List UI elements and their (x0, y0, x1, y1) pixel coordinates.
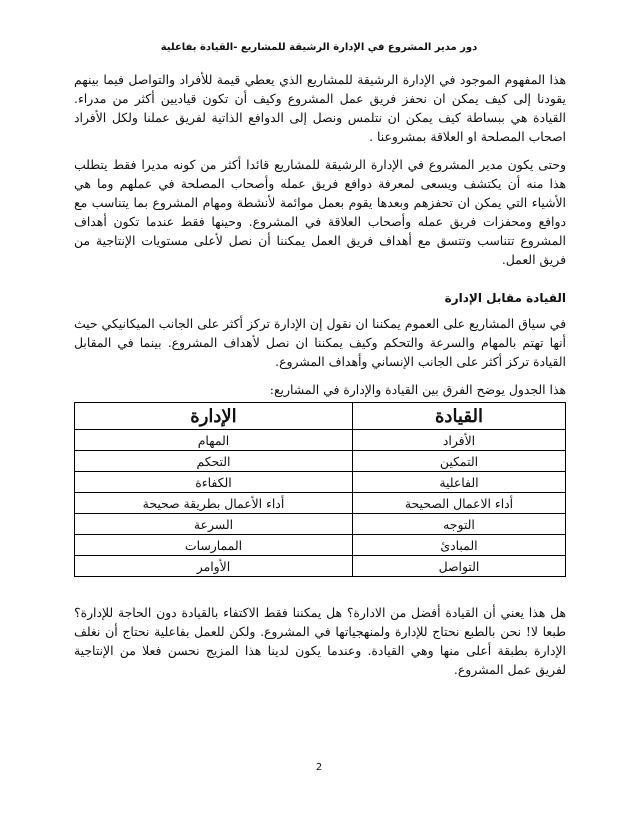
page-number: 2 (315, 762, 323, 773)
table-row (75, 514, 566, 535)
table-cell-leadership: الأفراد (352, 430, 565, 451)
table-cell-management: المهام (75, 430, 353, 451)
paragraph-2: وحتى يكون مدير المشروع في الإدارة الرشيقة للمشاريع قائدا أكثر من كونه مديرا فقط يتطلب هذا منه أن يكتشف ويسعى لمعرفة دوافع فريق عمله وأصحاب المصلحة في عملهم وما هي الأشياء التي يمكن ان تحفزهم وبعدها يقوم بعمل موائمة لأنشطة ومهام المشروع بما يتناسب مع دوافع ومحفزات فريق عمله وأصحاب العلاقة في المشروع. وحينها فقط عندما تكون أهداف المشروع تتناسب وتتسق مع أهداف فريق العمل يمكننا أن نصل لأعلى مستويات الإنتاجية من فريق العمل. (74, 157, 566, 267)
running-header: دور مدير المشروع في الإدارة الرشيقة للمشاريع -القيادة بفاعلية (160, 42, 478, 53)
comparison-table (74, 402, 566, 577)
table-cell-management: التحكم (75, 451, 353, 472)
table-header-management: الإدارة (75, 403, 353, 430)
table-cell-management: أداء الأعمال بطريقة صحيحة (75, 493, 353, 514)
table-cell-leadership: المبادئ (352, 535, 565, 556)
table-cell-management: الأوامر (75, 556, 353, 577)
table-cell-leadership: التمكين (352, 451, 565, 472)
paragraph-1: هذا المفهوم الموجود في الإدارة الرشيقة للمشاريع الذي يعطي قيمة للأفراد والتواصل فيما بينهم يقودنا إلى كيف يمكن ان نحفز فريق عمل المشروع وكيف أن تكون قياديين أكثر من مدراء. القيادة هي ببساطة كيف يمكن ان نتلمس ونصل إلى الدوافع الذاتية لفريق عملنا ولكل الأفراد اصحاب المصلحة او العلاقة بمشروعنا . (74, 72, 566, 144)
table-row (75, 535, 566, 556)
table-cell-management: الممارسات (75, 535, 353, 556)
table-cell-leadership: أداء الاعمال الصحيحة (352, 493, 565, 514)
table-cell-management: السرعة (75, 514, 353, 535)
section-heading: القيادة مقابل الإدارة (444, 291, 566, 305)
document-body (74, 70, 566, 688)
table-header-leadership: القيادة (352, 403, 565, 430)
table-row (75, 472, 566, 493)
table-row (75, 430, 566, 451)
table-cell-leadership: التواصل (352, 556, 565, 577)
table-cell-management: الكفاءة (75, 472, 353, 493)
table-header-row (75, 403, 566, 430)
table-row (75, 556, 566, 577)
table-row (75, 451, 566, 472)
table-row (75, 493, 566, 514)
closing-paragraph: هل هذا يعني أن القيادة أفضل من الادارة؟ هل يمكننا فقط الاكتفاء بالقيادة دون الحاجة للإدارة؟ طبعا لا! نحن بالطبع نحتاج للإدارة ولمنهجياتها في المشروع. ولكن للعمل بفاعلية نحتاج أن نغلف الإدارة بطبقة أعلى منها وهي القيادة. وعندما يكون لدينا هذا المزيج نحسن فعلا من الإنتاجية لفريق عمل المشروع. (74, 605, 566, 677)
table-cell-leadership: الفاعلية (352, 472, 565, 493)
section-paragraph: في سياق المشاريع على العموم يمكننا ان نقول إن الإدارة تركز أكثر على الجانب الميكانيكي حيث أنها تهتم بالمهام والسرعة والتحكم وكيف يمكننا ان نصل لأهداف المشروع. بينما في المقابل القيادة تركز أكثر على الجانب الإنساني وأهداف المشروع. (74, 316, 566, 369)
table-intro: هذا الجدول يوضح الفرق بين القيادة والإدارة في المشاريع: (269, 382, 566, 397)
table-cell-leadership: التوجه (352, 514, 565, 535)
